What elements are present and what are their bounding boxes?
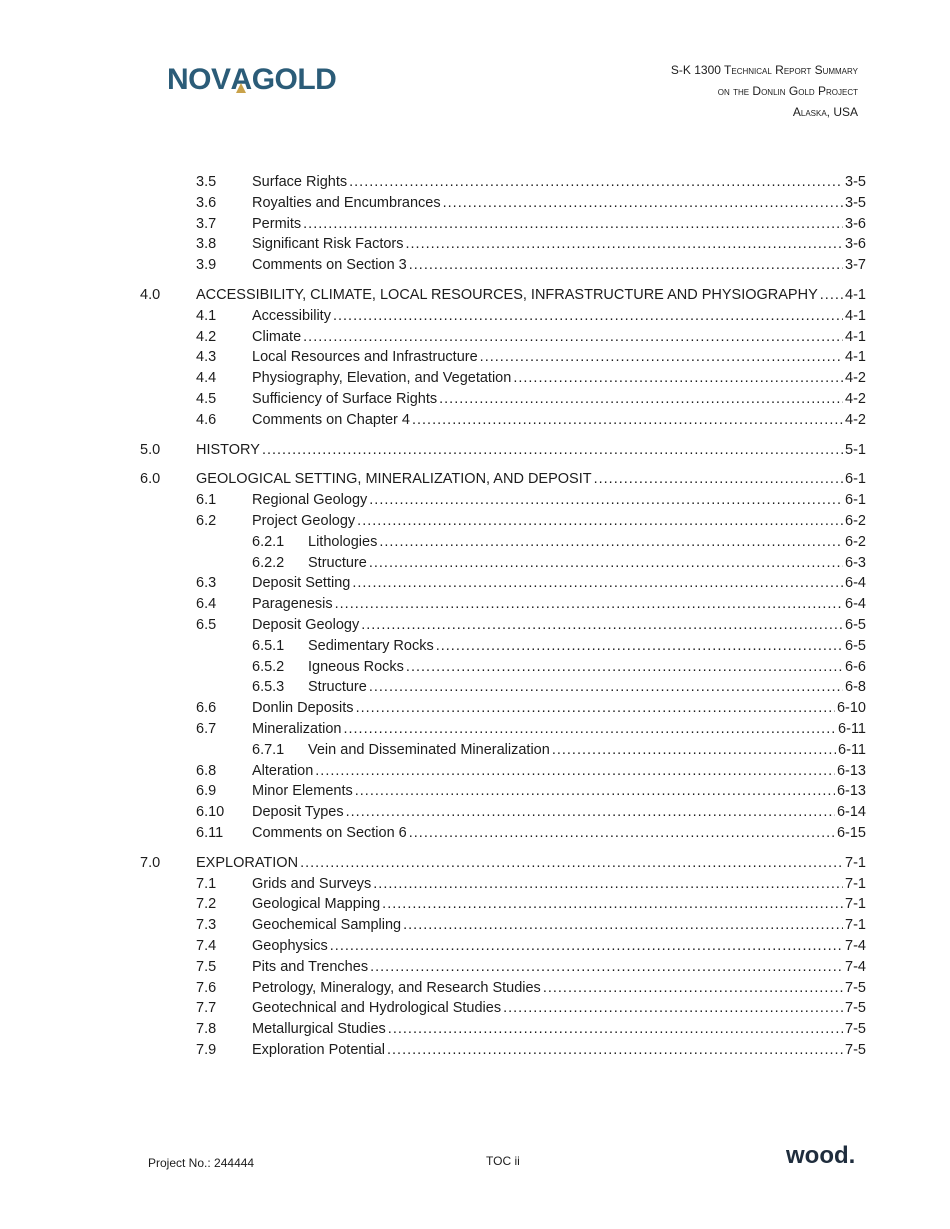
toc-entry-number: 6.4 [196, 596, 217, 613]
toc-entry-title: Alteration [252, 762, 314, 779]
toc-entry-number: 6.7.1 [252, 741, 285, 758]
toc-entry-number: 4.4 [196, 370, 217, 387]
toc-dot-leader [403, 915, 843, 936]
toc-entry-page: 6-4 [845, 596, 866, 613]
toc-dot-leader [343, 719, 836, 740]
toc-section-entry[interactable] [0, 915, 950, 936]
toc-entry-title: Accessibility [252, 307, 331, 324]
toc-entry-number: 6.9 [196, 783, 217, 800]
toc-section-entry[interactable] [0, 410, 950, 431]
toc-dot-leader [543, 978, 843, 999]
toc-entry-number: 6.1 [196, 492, 217, 509]
toc-entry-title: Deposit Geology [252, 617, 360, 633]
toc-dot-leader [369, 553, 843, 574]
toc-subsection-entry[interactable] [0, 636, 950, 657]
toc-dot-leader [335, 594, 843, 615]
toc-entry-number: 7.5 [196, 958, 217, 975]
toc-entry-number: 4.1 [196, 307, 217, 324]
toc-entry-number: 7.8 [196, 1021, 217, 1038]
toc-dot-leader [262, 440, 843, 461]
toc-entry-number: 7.6 [196, 979, 217, 996]
toc-dot-leader [480, 347, 843, 368]
toc-entry-title: Lithologies [308, 533, 378, 550]
toc-dot-leader [443, 193, 843, 214]
toc-section-entry[interactable] [0, 615, 950, 636]
toc-section-entry[interactable] [0, 823, 950, 844]
toc-dot-leader [346, 802, 835, 823]
toc-entry-title: Igneous Rocks [308, 658, 404, 675]
toc-entry-page: 4-1 [845, 307, 866, 324]
toc-entry-page: 7-1 [845, 917, 866, 934]
logo-caret-letter: A [230, 63, 252, 96]
toc-entry-number: 3.8 [196, 236, 217, 253]
toc-section-entry[interactable] [0, 936, 950, 957]
toc-entry-page: 6-5 [845, 637, 866, 654]
toc-entry-page: 7-5 [845, 1000, 866, 1017]
toc-entry-number: 7.3 [196, 917, 217, 934]
toc-entry-page: 6-10 [836, 700, 866, 717]
toc-entry-page: 4-1 [845, 328, 866, 345]
toc-entry-number: 3.9 [196, 257, 217, 274]
logo-part2: GOLD [251, 63, 337, 96]
toc-entry-number: 6.10 [196, 804, 225, 821]
toc-entry-title: Regional Geology [252, 492, 368, 509]
toc-entry-page: 6-14 [836, 804, 866, 821]
toc-entry-title: Vein and Disseminated Mineralization [308, 741, 550, 758]
toc-section-entry[interactable] [0, 172, 950, 193]
toc-entry-page: 7-4 [845, 938, 866, 954]
toc-entry-page: 7-1 [845, 875, 866, 892]
toc-entry-number: 7.1 [196, 875, 217, 892]
toc-entry-title: Local Resources and Infrastructure [252, 349, 478, 366]
toc-entry-title: ACCESSIBILITY, CLIMATE, LOCAL RESOURCES, INFRASTRUCTURE AND PHYSIOGRAPHY [196, 287, 818, 303]
gold-triangle-icon [236, 83, 246, 93]
toc-entry-title: Sedimentary Rocks [308, 637, 434, 654]
novagold-logo [167, 62, 336, 98]
toc-entry-page: 3-6 [845, 236, 866, 253]
toc-entry-page: 4-2 [845, 391, 866, 407]
toc-dot-leader [439, 389, 843, 410]
toc-entry-title: Comments on Section 6 [252, 825, 407, 841]
toc-entry-number: 7.4 [196, 938, 217, 954]
toc-dot-leader [349, 172, 843, 193]
toc-entry-number: 7.9 [196, 1042, 217, 1058]
toc-section-entry[interactable] [0, 573, 950, 594]
toc-dot-leader [406, 234, 844, 255]
toc-entry-title: Donlin Deposits [252, 700, 354, 717]
toc-chapter-entry[interactable] [0, 440, 950, 461]
toc-dot-leader [436, 636, 843, 657]
toc-entry-title: Surface Rights [252, 174, 348, 190]
toc-section-entry[interactable] [0, 347, 950, 368]
toc-entry-number: 4.5 [196, 391, 217, 407]
toc-dot-leader [361, 615, 843, 636]
toc-section-entry[interactable] [0, 1040, 950, 1061]
toc-entry-page: 4-2 [845, 411, 866, 428]
toc-entry-page: 3-6 [845, 215, 866, 232]
toc-section-entry[interactable] [0, 193, 950, 214]
toc-dot-leader [369, 677, 843, 698]
toc-entry-number: 4.2 [196, 328, 217, 345]
toc-section-entry[interactable] [0, 389, 950, 410]
toc-dot-leader [330, 936, 843, 957]
toc-subsection-entry[interactable] [0, 740, 950, 761]
toc-section-entry[interactable] [0, 327, 950, 348]
toc-entry-page: 6-4 [845, 575, 866, 592]
toc-entry-number: 6.0 [140, 471, 161, 488]
toc-entry-title: Comments on Chapter 4 [252, 411, 410, 428]
toc-section-entry[interactable] [0, 698, 950, 719]
toc-dot-leader [406, 657, 843, 678]
toc-dot-leader [503, 998, 843, 1019]
toc-section-entry[interactable] [0, 368, 950, 389]
toc-entry-page: 5-1 [845, 441, 866, 458]
toc-section-entry[interactable] [0, 978, 950, 999]
toc-entry-number: 7.2 [196, 896, 217, 913]
toc-entry-page: 6-11 [838, 741, 866, 758]
toc-entry-title: Petrology, Mineralogy, and Research Studies [252, 979, 541, 996]
toc-entry-title: Permits [252, 215, 302, 232]
toc-entry-page: 6-1 [845, 471, 866, 488]
toc-dot-leader [369, 490, 843, 511]
toc-entry-title: Paragenesis [252, 596, 333, 613]
toc-section-entry[interactable] [0, 214, 950, 235]
toc-entry-title: Structure [308, 679, 367, 696]
toc-entry-title: Geological Mapping [252, 896, 381, 913]
toc-section-entry[interactable] [0, 234, 950, 255]
toc-entry-number: 6.7 [196, 721, 217, 737]
toc-entry-page: 7-1 [845, 896, 866, 913]
toc-entry-title: Structure [308, 554, 367, 571]
toc-entry-number: 5.0 [140, 441, 161, 458]
toc-section-entry[interactable] [0, 874, 950, 895]
toc-entry-title: Sufficiency of Surface Rights [252, 391, 438, 407]
toc-entry-page: 7-5 [845, 1021, 866, 1038]
toc-entry-title: Geochemical Sampling [252, 917, 402, 934]
toc-entry-title: Deposit Setting [252, 575, 351, 592]
toc-entry-page: 7-5 [845, 979, 866, 996]
toc-dot-leader [409, 823, 835, 844]
toc-subsection-entry[interactable] [0, 532, 950, 553]
toc-dot-leader [382, 894, 843, 915]
toc-entry-page: 4-1 [845, 287, 866, 303]
toc-entry-page: 3-5 [845, 194, 866, 211]
toc-dot-leader [300, 853, 843, 874]
report-title [671, 60, 858, 123]
toc-entry-title: Grids and Surveys [252, 875, 372, 892]
toc-entry-page: 6-15 [836, 825, 866, 841]
toc-dot-leader [357, 511, 843, 532]
toc-dot-leader [373, 874, 843, 895]
toc-dot-leader [333, 306, 843, 327]
toc-section-entry[interactable] [0, 511, 950, 532]
toc-section-entry[interactable] [0, 1019, 950, 1040]
footer-page-label: TOC ii [486, 1154, 520, 1168]
toc-entry-title: Mineralization [252, 721, 342, 737]
toc-section-entry[interactable] [0, 490, 950, 511]
toc-section-entry[interactable] [0, 255, 950, 276]
toc-dot-leader [513, 368, 843, 389]
toc-dot-leader [820, 285, 843, 306]
toc-entry-number: 7.0 [140, 854, 161, 871]
toc-entry-page: 6-6 [845, 658, 866, 675]
toc-entry-number: 4.3 [196, 349, 217, 366]
toc-chapter-entry[interactable] [0, 469, 950, 490]
toc-dot-leader [303, 214, 843, 235]
logo-part1: NOV [167, 63, 231, 96]
toc-entry-number: 6.5.2 [252, 658, 285, 675]
toc-section-entry[interactable] [0, 719, 950, 740]
report-title-line2: on the Donlin Gold Project [717, 84, 858, 98]
toc-section-entry[interactable] [0, 306, 950, 327]
report-title-line3: Alaska, USA [792, 105, 858, 119]
toc-dot-leader [409, 255, 843, 276]
toc-section-entry[interactable] [0, 761, 950, 782]
toc-entry-page: 4-1 [845, 349, 866, 366]
toc-dot-leader [552, 740, 836, 761]
toc-entry-title: GEOLOGICAL SETTING, MINERALIZATION, AND DEPOSIT [196, 471, 592, 488]
toc-entry-number: 7.7 [196, 1000, 217, 1017]
toc-entry-number: 6.2.1 [252, 533, 285, 550]
toc-entry-page: 3-5 [845, 174, 866, 190]
toc-entry-page: 6-2 [845, 513, 866, 529]
toc-section-entry[interactable] [0, 998, 950, 1019]
toc-dot-leader [355, 781, 835, 802]
toc-dot-leader [387, 1040, 843, 1061]
toc-entry-page: 6-13 [836, 762, 866, 779]
toc-entry-title: Deposit Types [252, 804, 344, 821]
toc-dot-leader [356, 698, 835, 719]
toc-entry-number: 4.6 [196, 411, 217, 428]
toc-entry-page: 7-5 [845, 1042, 866, 1058]
toc-chapter-entry[interactable] [0, 853, 950, 874]
toc-entry-number: 3.6 [196, 194, 217, 211]
toc-entry-title: Pits and Trenches [252, 958, 369, 975]
toc-dot-leader [412, 410, 843, 431]
wood-logo: wood. [786, 1142, 856, 1169]
toc-entry-title: HISTORY [196, 441, 260, 458]
toc-entry-page: 6-2 [845, 533, 866, 550]
toc-subsection-entry[interactable] [0, 657, 950, 678]
toc-section-entry[interactable] [0, 802, 950, 823]
toc-section-entry[interactable] [0, 594, 950, 615]
toc-dot-leader [352, 573, 843, 594]
toc-chapter-entry[interactable] [0, 285, 950, 306]
toc-dot-leader [303, 327, 843, 348]
toc-entry-page: 7-4 [845, 958, 866, 975]
toc-dot-leader [388, 1019, 843, 1040]
toc-entry-title: Comments on Section 3 [252, 257, 407, 274]
toc-section-entry[interactable] [0, 957, 950, 978]
toc-entry-title: Royalties and Encumbrances [252, 194, 441, 211]
toc-entry-page: 7-1 [845, 854, 866, 871]
toc-entry-title: Geophysics [252, 938, 328, 954]
toc-entry-page: 6-13 [836, 783, 866, 800]
toc-entry-page: 3-7 [845, 257, 866, 274]
toc-entry-title: EXPLORATION [196, 854, 299, 871]
toc-dot-leader [315, 761, 835, 782]
toc-dot-leader [370, 957, 843, 978]
toc-entry-number: 6.5 [196, 617, 217, 633]
footer-project-number: Project No.: 244444 [148, 1156, 255, 1170]
toc-entry-number: 6.5.3 [252, 679, 285, 696]
toc-entry-number: 3.5 [196, 174, 217, 190]
toc-section-entry[interactable] [0, 894, 950, 915]
toc-dot-leader [379, 532, 843, 553]
toc-entry-number: 6.2.2 [252, 554, 285, 571]
toc-entry-title: Metallurgical Studies [252, 1021, 386, 1038]
toc-entry-title: Minor Elements [252, 783, 353, 800]
toc-entry-title: Climate [252, 328, 302, 345]
report-title-line1: S-K 1300 Technical Report Summary [670, 63, 858, 77]
toc-section-entry[interactable] [0, 781, 950, 802]
toc-entry-number: 6.2 [196, 513, 217, 529]
toc-entry-title: Physiography, Elevation, and Vegetation [252, 370, 512, 387]
toc-entry-page: 6-8 [845, 679, 866, 696]
toc-entry-page: 6-5 [845, 617, 866, 633]
toc-entry-number: 6.3 [196, 575, 217, 592]
toc-subsection-entry[interactable] [0, 677, 950, 698]
toc-entry-title: Geotechnical and Hydrological Studies [252, 1000, 502, 1017]
toc-entry-page: 6-3 [845, 554, 866, 571]
toc-entry-title: Significant Risk Factors [252, 236, 404, 253]
toc-entry-title: Exploration Potential [252, 1042, 385, 1058]
toc-subsection-entry[interactable] [0, 553, 950, 574]
toc-entry-number: 6.6 [196, 700, 217, 717]
toc-entry-number: 6.8 [196, 762, 217, 779]
toc-entry-title: Project Geology [252, 513, 356, 529]
toc-entry-number: 6.11 [196, 825, 224, 841]
toc-dot-leader [594, 469, 843, 490]
toc-entry-page: 6-1 [845, 492, 866, 509]
toc-entry-page: 6-11 [838, 721, 866, 737]
toc-entry-number: 3.7 [196, 215, 217, 232]
toc-entry-number: 6.5.1 [252, 637, 285, 654]
toc-entry-page: 4-2 [845, 370, 866, 387]
toc-entry-number: 4.0 [140, 287, 161, 303]
